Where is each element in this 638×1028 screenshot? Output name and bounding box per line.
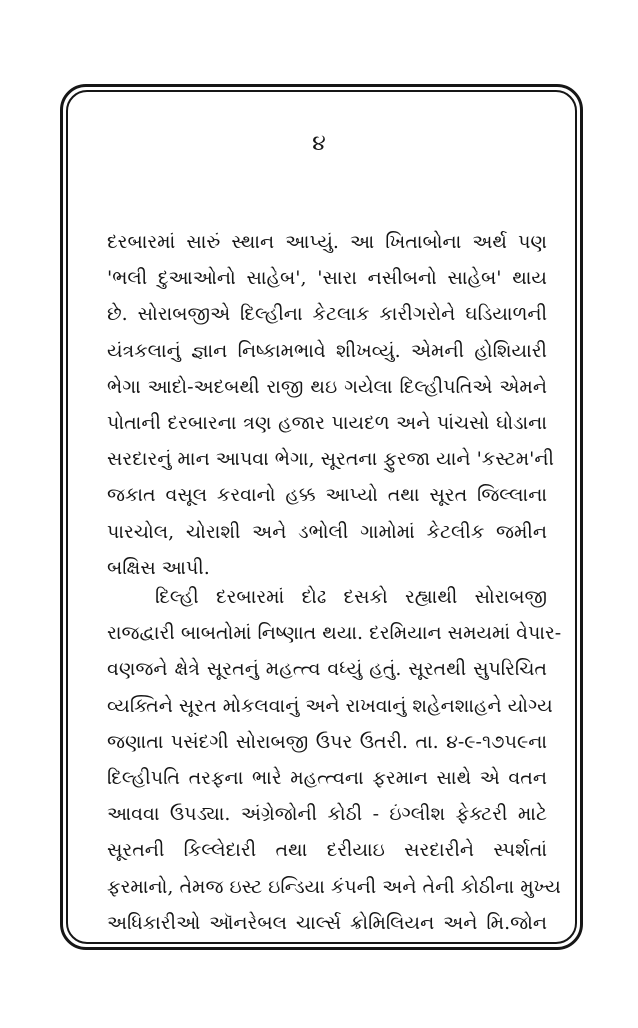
paragraph-1 — [107, 224, 554, 586]
text-line: દિલ્હીપતિ તરફના ભારે મહત્ત્વના ફરમાન સાથે એ વતન — [107, 766, 547, 789]
text-line: સરદારનું માન આપવા ભેગા, સૂરતના ફુરજા યાને 'કસ્ટમ'ની — [107, 448, 554, 471]
text-line: ફરમાનો, તેમજ ઇસ્ટ ઇન્ડિયા કંપની અને તેની કોઠીના મુખ્ય — [107, 875, 561, 898]
text-line: અધિકારીઓ ઑનરેબલ ચાર્લ્સ ક્રોમિલિયન અને મિ.જોન — [107, 911, 547, 934]
text-line: પારચોલ, ચોરાશી અને ડભોલી ગામોમાં કેટલીક જમીન — [107, 520, 547, 543]
text-line: વણજને ક્ષેત્રે સૂરતનું મહત્ત્વ વધ્યું હતું. સૂરતથી સુપરિચિત — [107, 658, 547, 681]
page-number: ૪ — [312, 131, 326, 156]
paragraph-2 — [107, 579, 562, 941]
text-line: બક્ષિસ આપી. — [107, 556, 210, 579]
text-line: રાજદ્વારી બાબતોમાં નિષ્ણાત થયા. દરમિયાન સમયમાં વેપાર- — [107, 622, 562, 645]
text-line: દરબારમાં સારું સ્થાન આપ્યું. આ ખિતાબોના અર્થ પણ — [107, 231, 547, 253]
text-line: છે. સોરાબજીએ દિલ્હીના કેટલાક કારીગરોને ઘડિયાળની — [107, 303, 547, 326]
text-line: દિલ્હી દરબારમાં દોઢ દસકો રહ્યાથી સોરાબજી — [155, 586, 547, 608]
text-line: જણાતા પસંદગી સોરાબજી ઉપર ઉતરી. તા. ૪-૯-૧૭૫૯ના — [107, 730, 547, 753]
text-line: જકાત વસૂલ કરવાનો હક્ક આપ્યો તથા સૂરત જિલ્લાના — [107, 484, 547, 507]
text-line: યંત્રકલાનું જ્ઞાન નિષ્કામભાવે શીખવ્યું. એમની હોશિયારી — [107, 339, 547, 362]
text-line: 'ભલી દુઆઓનો સાહેબ', 'સારા નસીબનો સાહેબ' થાય — [107, 267, 547, 290]
text-line: પોતાની દરબારના ત્રણ હજાર પાયદળ અને પાંચસો ઘોડાના — [107, 411, 547, 434]
text-line: આવવા ઉપડ્યા. અંગ્રેજોની કોઠી - ઇંગ્લીશ ફેક્ટરી માટે — [107, 803, 547, 826]
text-line: સૂરતની કિલ્લેદારી તથા દરીયાઇ સરદારીને સ્પર્શતાં — [107, 839, 547, 862]
text-line: ભેગા આદો-અદબથી રાજી થઇ ગયેલા દિલ્હીપતિએ એમને — [107, 375, 547, 398]
text-line: વ્યક્તિને સૂરત મોકલવાનું અને રાખવાનું શહેનશાહને યોગ્ય — [107, 694, 553, 717]
